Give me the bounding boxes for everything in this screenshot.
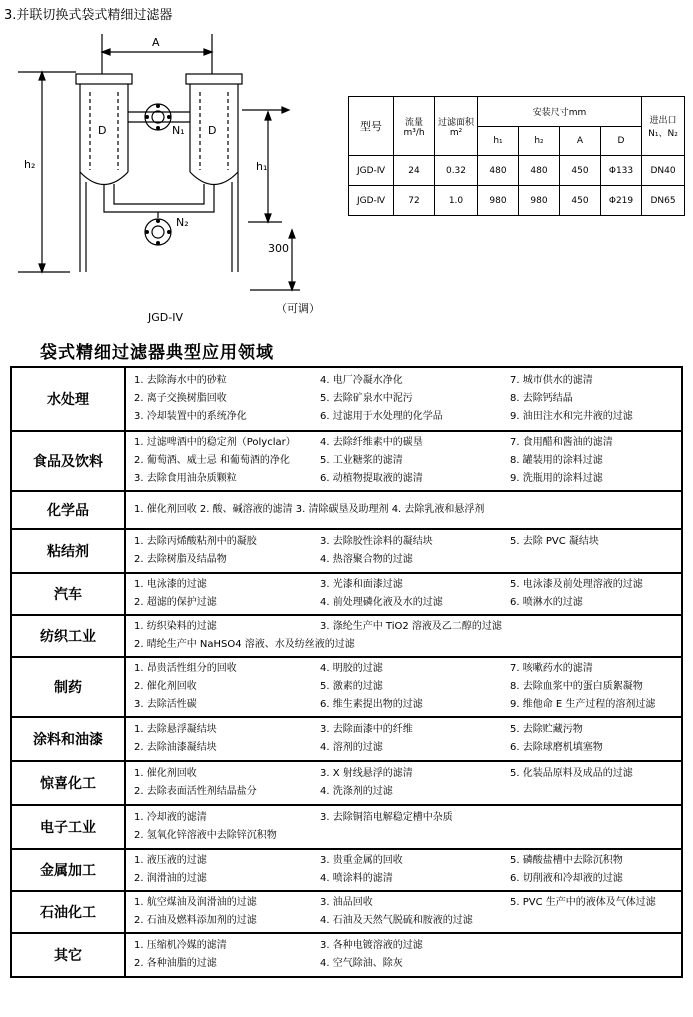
header-flow-label: 流量 [404, 117, 423, 128]
application-item: 3. 各种电镀溶液的过滤 [320, 940, 423, 951]
application-row [11, 805, 682, 849]
filter-drawing-svg [0, 22, 320, 332]
category-items [125, 367, 682, 431]
category-items [125, 657, 682, 717]
item-line [134, 660, 681, 678]
dimension-h1-label: h₁ [256, 160, 268, 173]
cell-port: DN65 [642, 186, 685, 216]
dimension-300-label: 300 [268, 242, 289, 255]
category-items [125, 717, 682, 761]
item-line [134, 912, 681, 930]
table-row [349, 156, 685, 186]
page-title: 3.并联切换式袋式精细过滤器 [4, 8, 173, 23]
application-item: 2. 去除树脂及结晶物 [134, 554, 227, 565]
header-inout-label: 进出口 [649, 116, 677, 126]
item-line [134, 618, 681, 636]
category-items [125, 933, 682, 977]
category-name: 涂料和油漆 [11, 717, 125, 761]
application-item: 2. 氢氧化锌溶液中去除锌沉积物 [134, 830, 277, 841]
application-item: 8. 去除钙结晶 [510, 393, 573, 404]
application-item: 5. 电泳漆及前处理溶液的过滤 [510, 579, 643, 590]
header-d: D [601, 127, 642, 156]
category-items [125, 805, 682, 849]
item-line [134, 739, 681, 757]
application-row [11, 615, 682, 657]
application-item: 5. 化装品原料及成品的过滤 [510, 768, 633, 779]
application-item: 4. 洗涤剂的过滤 [320, 786, 393, 797]
application-row [11, 431, 682, 491]
application-item: 1. 昂贵活性组分的回收 [134, 663, 237, 674]
category-items [125, 573, 682, 615]
adjustable-label: （可调） [276, 302, 320, 315]
category-name: 水处理 [11, 367, 125, 431]
category-items [125, 615, 682, 657]
application-item: 1. 纺织染料的过滤 [134, 621, 217, 632]
application-item: 4. 石油及天然气脱硫和胺液的过滤 [320, 915, 473, 926]
category-name: 其它 [11, 933, 125, 977]
item-line [134, 576, 681, 594]
application-item: 1. 航空煤油及润滑油的过滤 [134, 897, 257, 908]
application-item: 6. 动植物提取液的滤清 [320, 473, 423, 484]
application-item: 6. 喷淋水的过滤 [510, 597, 583, 608]
item-line [134, 678, 681, 696]
item-line [134, 894, 681, 912]
application-row [11, 657, 682, 717]
application-item: 1. 压缩机冷媒的滤清 [134, 940, 227, 951]
item-line [134, 470, 681, 488]
cell-a: 450 [560, 186, 601, 216]
item-line [134, 937, 681, 955]
item-line [134, 408, 681, 426]
item-line [134, 594, 681, 612]
application-item: 3. 冷却装置中的系统净化 [134, 411, 247, 422]
application-item: 6. 过滤用于水处理的化学品 [320, 411, 443, 422]
item-line [134, 827, 681, 845]
application-item: 4. 热溶聚合物的过滤 [320, 554, 413, 565]
application-item: 6. 去除球磨机填塞物 [510, 742, 603, 753]
application-item: 7. 食用醋和酱油的滤清 [510, 437, 613, 448]
application-item: 5. PVC 生产中的液体及气体过滤 [510, 897, 656, 908]
application-item: 1. 催化剂回收 [134, 768, 197, 779]
item-line [134, 721, 681, 739]
item-line [134, 783, 681, 801]
application-item: 3. 去除面漆中的纤维 [320, 724, 413, 735]
header-install: 安装尺寸mm [478, 97, 642, 127]
application-item: 3. 贵重金属的回收 [320, 855, 403, 866]
header-h2: h₂ [519, 127, 560, 156]
item-line [134, 765, 681, 783]
category-name: 石油化工 [11, 891, 125, 933]
application-item: 6. 切削液和冷却液的过滤 [510, 873, 623, 884]
applications-table-body [11, 367, 682, 977]
item-line [134, 434, 681, 452]
category-name: 制药 [11, 657, 125, 717]
application-item: 2. 去除油漆凝结块 [134, 742, 217, 753]
application-item: 9. 洗瓶用的涂料过滤 [510, 473, 603, 484]
cell-a: 450 [560, 156, 601, 186]
item-line [134, 551, 681, 569]
application-item: 4. 去除纤维素中的碳垦 [320, 437, 423, 448]
application-item: 7. 城市供水的滤清 [510, 375, 593, 386]
application-item: 3. X 射线悬浮的滤清 [320, 768, 413, 779]
application-item: 1. 催化剂回收 2. 酸、碱溶液的滤清 3. 清除碳垦及助理剂 4. 去除乳液和悬浮剂 [134, 504, 485, 515]
item-line [134, 870, 681, 888]
application-item: 8. 罐装用的涂料过滤 [510, 455, 603, 466]
application-item: 1. 过滤啤酒中的稳定剂（Polyclar） [134, 437, 296, 448]
cell-d: Φ219 [601, 186, 642, 216]
category-name: 纺织工业 [11, 615, 125, 657]
application-item: 2. 去除表面活性剂结晶盐分 [134, 786, 257, 797]
category-items [125, 529, 682, 573]
cell-area: 1.0 [435, 186, 478, 216]
application-item: 3. 去除食用油杂质颗粒 [134, 473, 237, 484]
cell-h2: 480 [519, 156, 560, 186]
application-item: 1. 液压液的过滤 [134, 855, 207, 866]
item-line [134, 809, 681, 827]
header-area [435, 97, 478, 156]
application-item: 2. 葡萄酒、威士忌 和葡萄酒的净化 [134, 455, 290, 466]
applications-title: 袋式精细过滤器典型应用领域 [40, 343, 274, 363]
application-item: 4. 溶剂的过滤 [320, 742, 383, 753]
category-items [125, 849, 682, 891]
cell-flow: 72 [394, 186, 435, 216]
application-row [11, 491, 682, 529]
application-row [11, 891, 682, 933]
header-inout-sub: N₁、N₂ [648, 129, 678, 139]
application-item: 2. 离子交换树脂回收 [134, 393, 227, 404]
category-name: 惊喜化工 [11, 761, 125, 805]
application-item: 2. 各种油脂的过滤 [134, 958, 217, 969]
dimension-d-left-label: D [98, 124, 107, 137]
cell-model: JGD-Ⅳ [349, 156, 394, 186]
cell-h2: 980 [519, 186, 560, 216]
application-item: 1. 电泳漆的过滤 [134, 579, 207, 590]
application-item: 9. 油田注水和完井液的过滤 [510, 411, 633, 422]
item-line [134, 852, 681, 870]
spec-table [348, 96, 685, 216]
header-h1: h₁ [478, 127, 519, 156]
header-area-unit: m² [449, 127, 463, 138]
application-item: 4. 明胶的过滤 [320, 663, 383, 674]
port-n1-label: N₁ [172, 124, 185, 137]
application-row [11, 367, 682, 431]
item-line [134, 390, 681, 408]
application-item: 3. 去除胶性涂料的凝结块 [320, 536, 433, 547]
application-item: 8. 去除血浆中的蛋白质絮凝物 [510, 681, 643, 692]
cell-d: Φ133 [601, 156, 642, 186]
application-item: 3. 油品回收 [320, 897, 373, 908]
item-line [134, 636, 681, 654]
application-item: 4. 喷涂料的滤清 [320, 873, 393, 884]
application-item: 1. 冷却液的滤清 [134, 812, 207, 823]
port-n2-label: N₂ [176, 216, 189, 229]
item-line [134, 533, 681, 551]
cell-h1: 480 [478, 156, 519, 186]
category-name: 食品及饮料 [11, 431, 125, 491]
application-item: 5. 去除矿泉水中泥污 [320, 393, 413, 404]
table-row [349, 186, 685, 216]
cell-model: JGD-Ⅳ [349, 186, 394, 216]
cell-area: 0.32 [435, 156, 478, 186]
application-item: 5. 激素的过滤 [320, 681, 383, 692]
category-name: 金属加工 [11, 849, 125, 891]
application-row [11, 849, 682, 891]
application-item: 7. 咳嗽药水的滤清 [510, 663, 593, 674]
category-name: 汽车 [11, 573, 125, 615]
header-area-label: 过滤面积 [437, 117, 474, 128]
application-item: 2. 超滤的保护过滤 [134, 597, 217, 608]
application-item: 4. 前处理磷化液及水的过滤 [320, 597, 443, 608]
application-item: 3. 去除铜箔电解稳定槽中杂质 [320, 812, 453, 823]
application-item: 2. 润滑油的过滤 [134, 873, 207, 884]
applications-table [10, 366, 683, 978]
application-row [11, 529, 682, 573]
header-inout [642, 97, 685, 156]
application-item: 2. 石油及燃料添加剂的过滤 [134, 915, 257, 926]
cell-h1: 980 [478, 186, 519, 216]
cell-port: DN40 [642, 156, 685, 186]
dimension-a-label: A [152, 36, 160, 49]
dimension-h2-label: h₂ [24, 158, 36, 171]
application-row [11, 761, 682, 805]
item-line [134, 696, 681, 714]
application-row [11, 933, 682, 977]
header-a: A [560, 127, 601, 156]
application-item: 4. 空气除油、除灰 [320, 958, 403, 969]
application-item: 1. 去除丙烯酸粘剂中的凝胶 [134, 536, 257, 547]
cell-flow: 24 [394, 156, 435, 186]
application-item: 4. 电厂冷凝水净化 [320, 375, 403, 386]
application-item: 2. 晴纶生产中 NaHSO4 溶液、水及纺丝液的过滤 [134, 639, 355, 650]
application-item: 5. 磷酸盐槽中去除沉积物 [510, 855, 623, 866]
category-items [125, 891, 682, 933]
item-line [134, 955, 681, 973]
application-item: 1. 去除悬浮凝结块 [134, 724, 217, 735]
application-row [11, 573, 682, 615]
application-item: 3. 光漆和面漆过滤 [320, 579, 403, 590]
filter-drawing [0, 22, 320, 332]
category-items [125, 431, 682, 491]
application-item: 3. 去除活性碳 [134, 699, 197, 710]
application-item: 2. 催化剂回收 [134, 681, 197, 692]
application-item: 3. 涤纶生产中 TiO2 溶液及乙二醇的过滤 [320, 621, 502, 632]
application-row [11, 717, 682, 761]
dimension-d-right-label: D [208, 124, 217, 137]
application-item: 9. 维他命 E 生产过程的溶剂过滤 [510, 699, 656, 710]
item-line [134, 452, 681, 470]
category-name: 电子工业 [11, 805, 125, 849]
category-name: 化学品 [11, 491, 125, 529]
application-item: 1. 去除海水中的砂粒 [134, 375, 227, 386]
category-items [125, 761, 682, 805]
header-flow-unit: m³/h [403, 127, 425, 138]
header-flow [394, 97, 435, 156]
application-item: 5. 去除 PVC 凝结块 [510, 536, 599, 547]
header-model: 型号 [349, 97, 394, 156]
category-items [125, 491, 682, 529]
application-item: 6. 维生素提出物的过滤 [320, 699, 423, 710]
application-item: 5. 工业糖浆的滤清 [320, 455, 403, 466]
item-line [134, 372, 681, 390]
item-line [134, 501, 681, 519]
category-name: 粘结剂 [11, 529, 125, 573]
application-item: 5. 去除贮藏污物 [510, 724, 583, 735]
model-caption: JGD-IV [148, 311, 183, 324]
